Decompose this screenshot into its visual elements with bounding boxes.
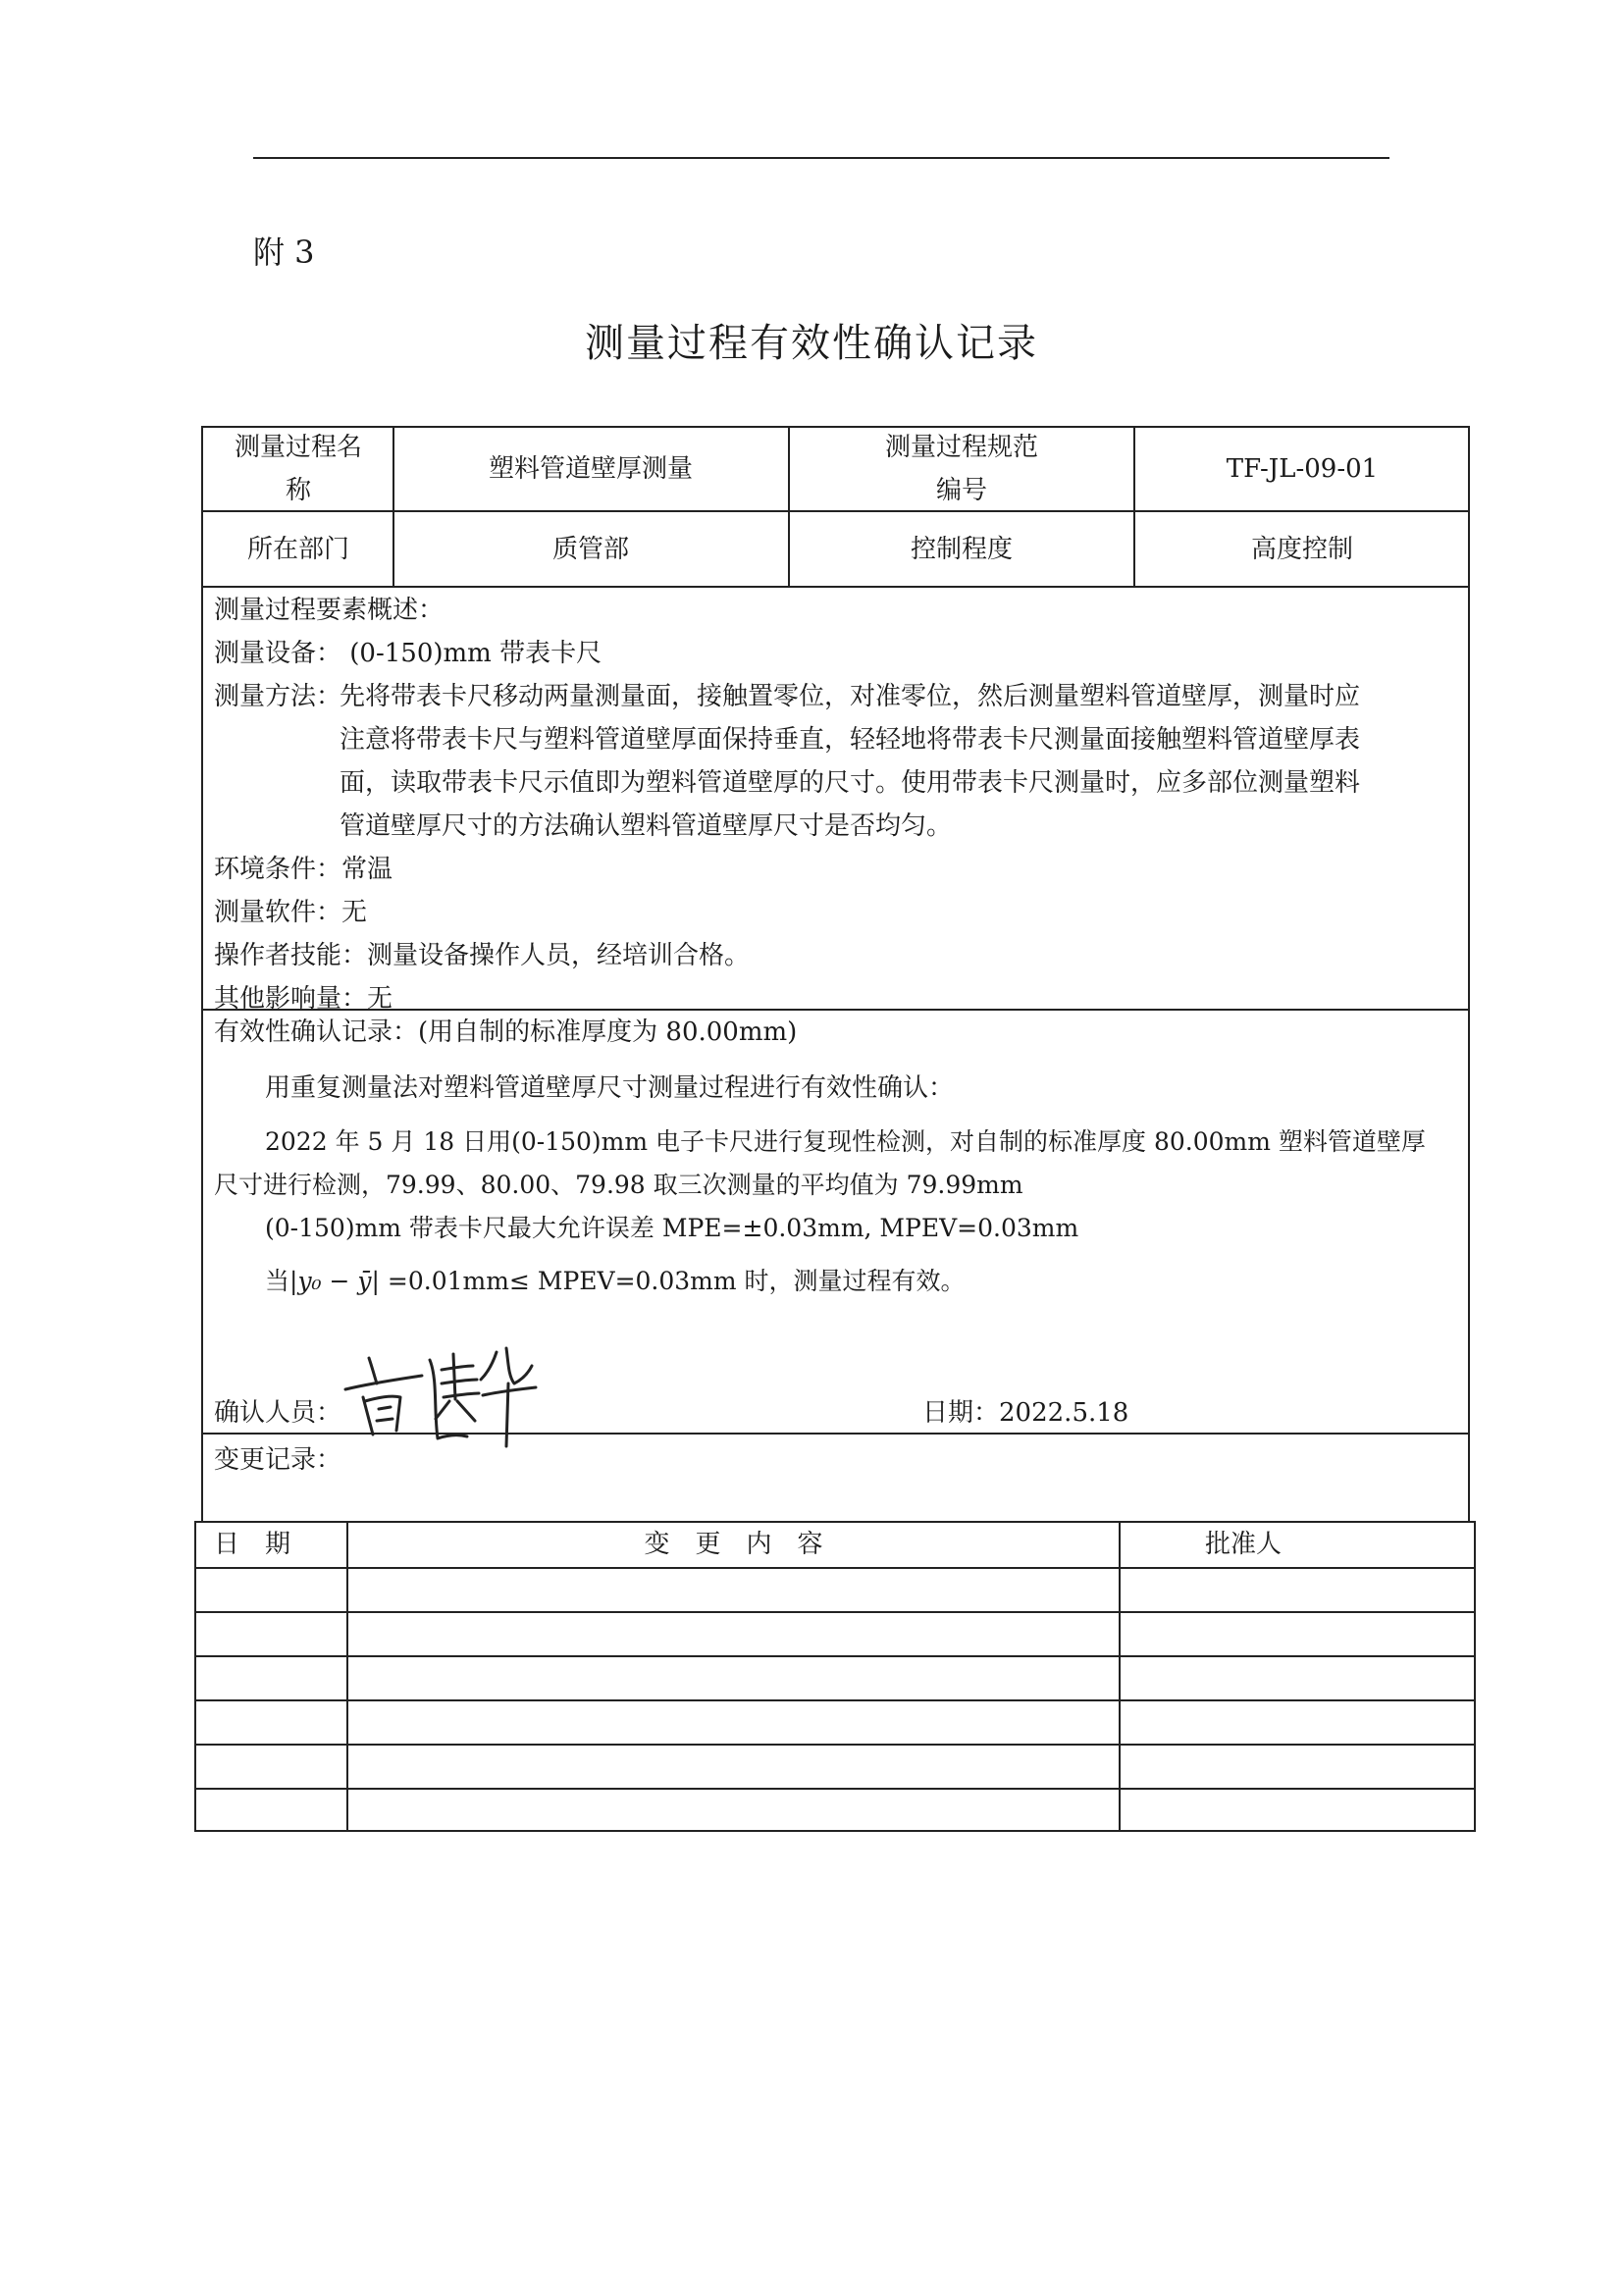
control-value: 高度控制 [1250, 535, 1353, 564]
change-record-label: 变更记录： [214, 1445, 342, 1475]
col-header-approver: 批准人 [1204, 1530, 1282, 1559]
validation-heading: 有效性确认记录：(用自制的标准厚度为 80.00mm) [214, 1018, 798, 1047]
env-row: 环境条件：常温 [214, 855, 393, 884]
dept-value: 质管部 [551, 535, 629, 564]
change-row-line [194, 1788, 1476, 1790]
confirm-label: 确认人员： [214, 1398, 342, 1428]
method-line: 面，读取带表卡尺示值即为塑料管道壁厚的尺寸。使用带表卡尺测量时，应多部位测量塑料 [340, 768, 1361, 798]
validation-conclusion: 当|y₀ − ȳ| =0.01mm≤ MPEV=0.03mm 时，测量过程有效。 [265, 1267, 966, 1295]
formula: |y₀ − ȳ| [289, 1267, 380, 1295]
change-row-line [194, 1744, 1476, 1746]
validation-line: (0-150)mm 带表卡尺最大允许误差 MPE=±0.03mm, MPEV=0.03mm [265, 1214, 1079, 1242]
operator-row: 操作者技能：测量设备操作人员，经培训合格。 [214, 941, 751, 970]
date-row: 日期：2022.5.18 [922, 1398, 1129, 1428]
change-row-line [194, 1567, 1476, 1569]
elements-heading: 测量过程要素概述： [214, 596, 445, 625]
header-rule [253, 157, 1389, 159]
method-line: 先将带表卡尺移动两量测量面，接触置零位，对准零位，然后测量塑料管道壁厚，测量时应 [340, 682, 1361, 711]
process-name-value: 塑料管道壁厚测量 [488, 454, 693, 484]
control-label: 控制程度 [910, 535, 1013, 564]
process-name-label: 测量过程名称 [234, 433, 362, 505]
method-line: 注意将带表卡尺与塑料管道壁厚面保持垂直，轻轻地将带表卡尺测量面接触塑料管道壁厚表 [340, 725, 1361, 755]
change-row-line [194, 1699, 1476, 1701]
dept-label: 所在部门 [246, 535, 349, 564]
method-label: 测量方法： [214, 682, 342, 711]
method-line: 管道壁厚尺寸的方法确认塑料管道壁厚尺寸是否均匀。 [340, 811, 953, 841]
change-record-section [201, 1433, 1470, 1523]
change-row-line [194, 1655, 1476, 1657]
software-row: 测量软件：无 [214, 898, 368, 927]
col-header-content: 变 更 内 容 [644, 1530, 823, 1559]
equipment-row: 测量设备： (0-150)mm 带表卡尺 [214, 639, 602, 668]
col-header-date: 日 期 [214, 1530, 291, 1559]
change-row-line [194, 1611, 1476, 1613]
page-title: 测量过程有效性确认记录 [585, 321, 1038, 366]
validation-line: 尺寸进行检测，79.99、80.00、79.98 取三次测量的平均值为 79.99mm [214, 1171, 1023, 1199]
validation-line: 用重复测量法对塑料管道壁厚尺寸测量过程进行有效性确认： [265, 1073, 955, 1103]
other-row: 其他影响量：无 [214, 984, 393, 1014]
appendix-label: 附 3 [253, 234, 315, 271]
spec-no-value: TF-JL-09-01 [1226, 454, 1379, 484]
spec-no-label: 测量过程规范 编号 [884, 433, 1038, 505]
validation-line: 2022 年 5 月 18 日用(0-150)mm 电子卡尺进行复现性检测，对自制的标准厚度 80.00mm 塑料管道壁厚 [265, 1127, 1426, 1156]
